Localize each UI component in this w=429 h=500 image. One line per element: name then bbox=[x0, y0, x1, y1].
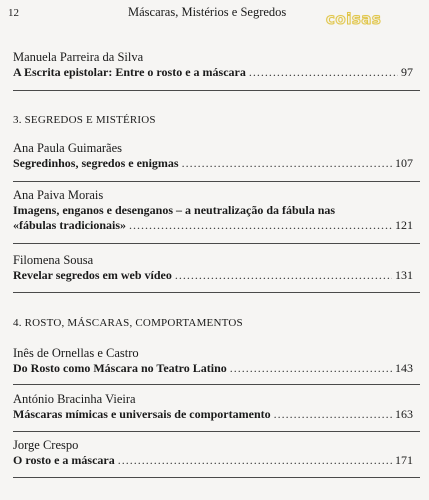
entry-title-line bbox=[13, 361, 413, 376]
divider bbox=[13, 90, 420, 91]
page-number: 12 bbox=[8, 7, 19, 19]
dot-leader bbox=[182, 156, 392, 171]
entry-author: Jorge Crespo bbox=[13, 438, 79, 452]
entry-title-line1: Imagens, enganos e desenganos – a neutralização da fábula nas bbox=[13, 203, 336, 217]
divider bbox=[13, 292, 420, 293]
entry-author: Filomena Sousa bbox=[13, 253, 94, 267]
entry-author: Ana Paula Guimarães bbox=[13, 141, 122, 155]
coisas-logo: coisas bbox=[326, 10, 382, 28]
entry-title-line bbox=[13, 156, 413, 171]
divider bbox=[13, 384, 420, 385]
dot-leader bbox=[118, 453, 392, 468]
toc-entry bbox=[13, 392, 413, 422]
entry-author: Manuela Parreira da Silva bbox=[13, 50, 144, 64]
entry-title: Revelar segredos em web vídeo bbox=[13, 268, 172, 282]
dot-leader bbox=[175, 268, 392, 283]
entry-title-line bbox=[13, 453, 413, 468]
entry-title-line bbox=[13, 218, 413, 233]
entry-title: A Escrita epistolar: Entre o rosto e a máscara bbox=[13, 65, 246, 79]
entry-page: 121 bbox=[395, 218, 413, 232]
dot-leader bbox=[274, 407, 392, 422]
toc-entry bbox=[13, 346, 413, 376]
dot-leader bbox=[230, 361, 392, 376]
entry-title-line bbox=[13, 407, 413, 422]
entry-author: Ana Paiva Morais bbox=[13, 188, 104, 202]
entry-author: Inês de Ornellas e Castro bbox=[13, 346, 139, 360]
running-title: Máscaras, Mistérios e Segredos bbox=[128, 5, 287, 19]
divider bbox=[13, 181, 420, 182]
entry-page: 131 bbox=[395, 268, 413, 282]
toc-entry bbox=[13, 438, 413, 468]
toc-entry bbox=[13, 253, 413, 283]
dot-leader bbox=[129, 218, 392, 233]
entry-page: 107 bbox=[395, 156, 413, 170]
entry-page: 171 bbox=[395, 453, 413, 467]
toc-entry bbox=[13, 188, 413, 233]
entry-author: António Bracinha Vieira bbox=[13, 392, 136, 406]
entry-title: O rosto e a máscara bbox=[13, 453, 115, 467]
divider bbox=[13, 431, 420, 432]
entry-page: 143 bbox=[395, 361, 413, 375]
dot-leader bbox=[249, 65, 398, 80]
page-header bbox=[0, 3, 429, 28]
entry-title-line bbox=[13, 65, 413, 80]
entry-title: Segredinhos, segredos e enigmas bbox=[13, 156, 179, 170]
entry-page: 97 bbox=[401, 65, 413, 79]
divider bbox=[13, 243, 420, 244]
entry-title: Do Rosto como Máscara no Teatro Latino bbox=[13, 361, 227, 375]
entry-page: 163 bbox=[395, 407, 413, 421]
section-heading: 3. SEGREDOS E MISTÉRIOS bbox=[13, 114, 156, 126]
entry-title: «fábulas tradicionais» bbox=[13, 218, 127, 232]
section-heading: 4. ROSTO, MÁSCARAS, COMPORTAMENTOS bbox=[13, 317, 243, 329]
entry-title-line bbox=[13, 268, 413, 283]
divider bbox=[13, 477, 420, 478]
entry-title: Máscaras mímicas e universais de comportamento bbox=[13, 407, 271, 421]
toc-entry bbox=[13, 50, 413, 80]
toc-entry bbox=[13, 141, 413, 171]
